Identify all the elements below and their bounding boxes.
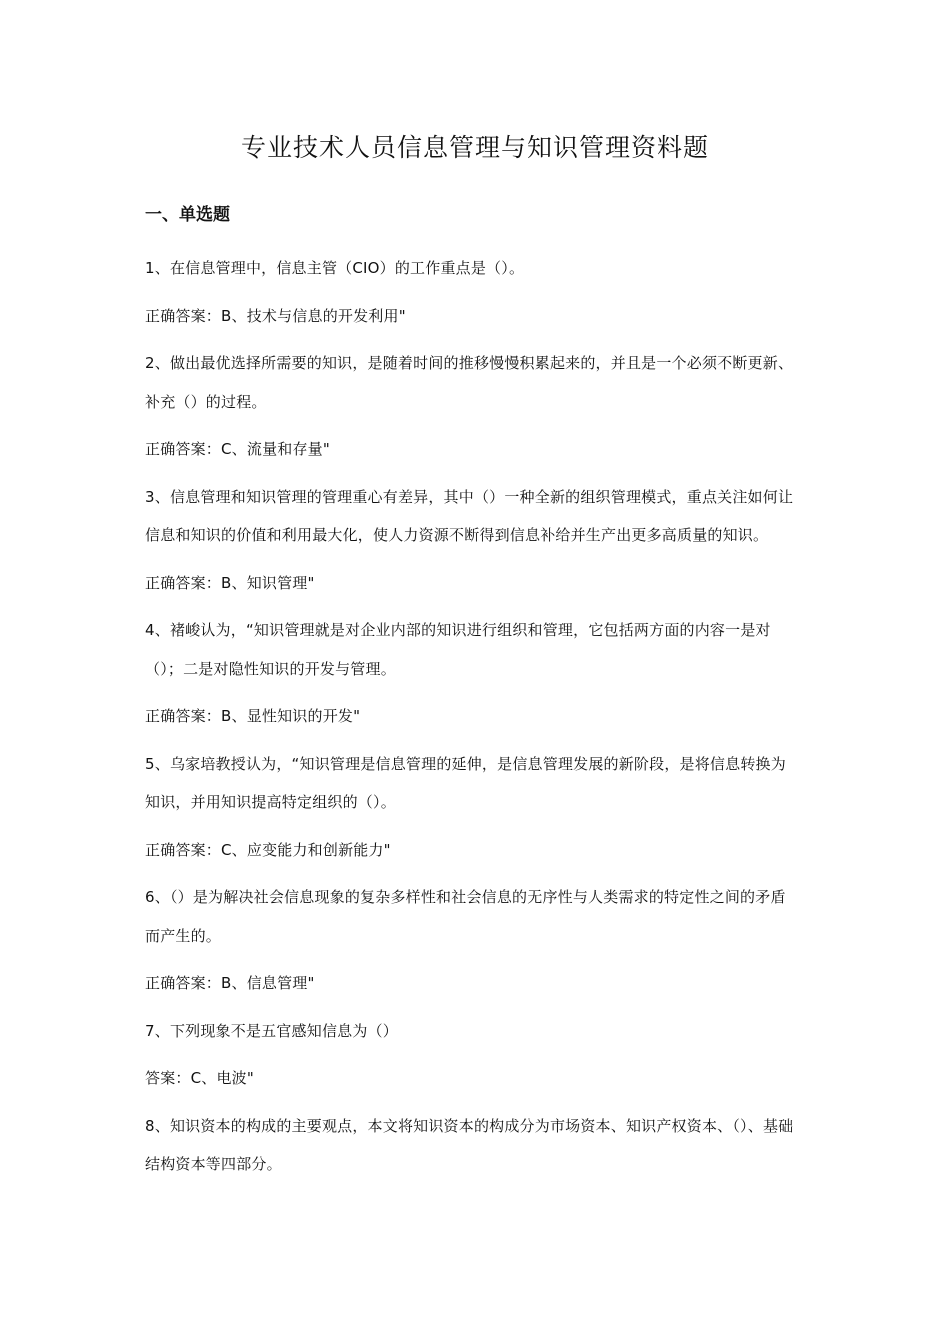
question-text: 8、知识资本的构成的主要观点，本文将知识资本的构成分为市场资本、知识产权资本、（）、基础结构资本等四部分。	[145, 1116, 794, 1173]
question-item-5	[145, 745, 800, 870]
question-text: 2、做出最优选择所需要的知识，是随着时间的推移慢慢积累起来的，并且是一个必须不断更新、补充（）的过程。	[145, 354, 794, 411]
answer-text: 正确答案：B、技术与信息的开发利用"	[145, 306, 406, 325]
question-text: 5、乌家培教授认为，“知识管理是信息管理的延伸，是信息管理发展的新阶段，是将信息转换为知识，并用知识提高特定组织的（）。	[145, 754, 786, 811]
answer-text: 正确答案：B、信息管理"	[145, 974, 315, 992]
question-text: 6、（）是为解决社会信息现象的复杂多样性和社会信息的无序性与人类需求的特定性之间的矛盾而产生的。	[145, 888, 786, 945]
answer-text: 正确答案：B、知识管理"	[145, 573, 315, 592]
answer-text: 正确答案：C、应变能力和创新能力"	[145, 840, 391, 859]
answer-text: 正确答案：B、显性知识的开发"	[145, 707, 361, 725]
question-text: 4、褚峻认为，“知识管理就是对企业内部的知识进行组织和管理，它包括两方面的内容一是对（）；二是对隐性知识的开发与管理。	[145, 621, 771, 678]
question-item-1	[145, 249, 800, 335]
question-list	[145, 249, 800, 1184]
question-item-4	[145, 611, 800, 736]
question-item-2	[145, 344, 800, 469]
question-item-3	[145, 478, 800, 603]
answer-text: 答案：C、电波"	[145, 1069, 254, 1087]
answer-text: 正确答案：C、流量和存量"	[145, 440, 330, 458]
question-text: 7、下列现象不是五官感知信息为（）	[145, 1021, 398, 1040]
section-heading: 一、单选题	[145, 205, 230, 225]
question-text: 3、信息管理和知识管理的管理重心有差异，其中（）一种全新的组织管理模式，重点关注如何让信息和知识的价值和利用最大化，使人力资源不断得到信息补给并生产出更多高质量的知识。	[145, 487, 794, 544]
question-item-7	[145, 1012, 800, 1098]
document-title: 专业技术人员信息管理与知识管理资料题	[240, 133, 709, 162]
question-item-6	[145, 878, 800, 1003]
question-text: 1、在信息管理中，信息主管（CIO）的工作重点是（）。	[145, 259, 525, 277]
question-item-8	[145, 1107, 800, 1184]
